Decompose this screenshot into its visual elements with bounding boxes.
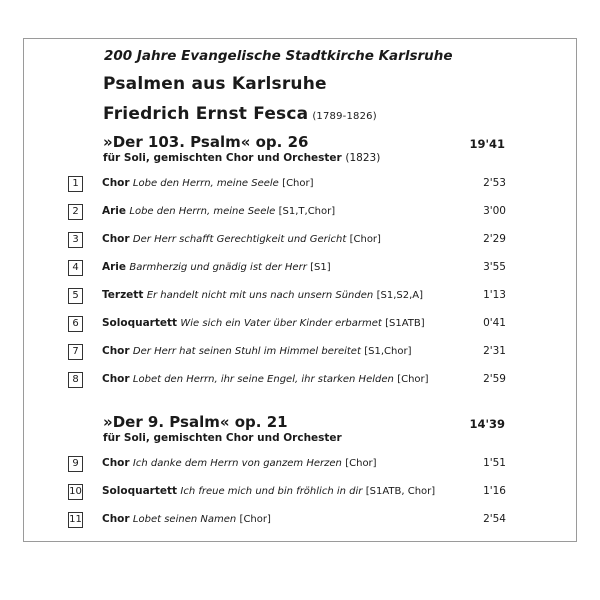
track-row <box>68 372 508 390</box>
track-type: Soloquartett <box>102 485 178 497</box>
track-duration: 3'00 <box>483 205 506 217</box>
track-row <box>68 512 508 530</box>
track-number: 3 <box>68 232 83 248</box>
work-title: »Der 9. Psalm« op. 21 <box>103 413 288 431</box>
track-number: 9 <box>68 456 83 472</box>
track-row <box>68 176 508 194</box>
track-text <box>102 289 423 301</box>
track-incipit: Lobe den Herrn, meine Seele <box>129 206 276 217</box>
track-duration: 1'51 <box>483 457 506 469</box>
album-title: Psalmen aus Karlsruhe <box>103 74 327 94</box>
track-text <box>102 513 271 525</box>
track-text <box>102 345 411 357</box>
work-duration: 14'39 <box>469 417 505 431</box>
track-incipit: Der Herr hat seinen Stuhl im Himmel bereitet <box>132 346 361 357</box>
track-number: 6 <box>68 316 83 332</box>
track-incipit: Lobet seinen Namen <box>132 514 237 525</box>
track-type: Arie <box>102 205 127 217</box>
track-text <box>102 233 381 245</box>
track-row <box>68 484 508 502</box>
track-type: Chor <box>102 457 130 469</box>
track-number: 4 <box>68 260 83 276</box>
track-incipit: Der Herr schafft Gerechtigkeit und Gericht <box>132 234 347 245</box>
track-voices: [S1ATB, Chor] <box>365 486 436 497</box>
track-voices: [S1,Chor] <box>364 346 412 357</box>
track-text <box>102 485 435 497</box>
composer-years: (1789-1826) <box>312 111 377 122</box>
work-subtitle-text: für Soli, gemischten Chor und Orchester <box>103 152 342 164</box>
track-row <box>68 232 508 250</box>
track-voices: [Chor] <box>397 374 429 385</box>
track-text <box>102 177 314 189</box>
anniversary-line: 200 Jahre Evangelische Stadtkirche Karlsruhe <box>104 48 453 64</box>
track-duration: 2'31 <box>483 345 506 357</box>
track-type: Arie <box>102 261 127 273</box>
track-duration: 1'13 <box>483 289 506 301</box>
track-number: 1 <box>68 176 83 192</box>
work-subtitle <box>103 152 380 164</box>
track-type: Soloquartett <box>102 317 178 329</box>
track-type: Chor <box>102 233 130 245</box>
track-type: Terzett <box>102 289 144 301</box>
track-incipit: Er handelt nicht mit uns nach unsern Sünden <box>146 290 374 301</box>
track-row <box>68 316 508 334</box>
track-type: Chor <box>102 177 130 189</box>
track-number: 11 <box>68 512 83 528</box>
track-duration: 2'59 <box>483 373 506 385</box>
track-voices: [S1,S2,A] <box>376 290 423 301</box>
track-voices: [S1,T,Chor] <box>278 206 336 217</box>
track-row <box>68 344 508 362</box>
composer-line <box>103 104 377 124</box>
track-incipit: Lobe den Herrn, meine Seele <box>132 178 279 189</box>
track-voices: [Chor] <box>345 458 377 469</box>
track-row <box>68 288 508 306</box>
track-voices: [Chor] <box>239 514 271 525</box>
track-text <box>102 205 335 217</box>
track-incipit: Barmherzig und gnädig ist der Herr <box>129 262 307 273</box>
track-row <box>68 456 508 474</box>
work-subtitle: für Soli, gemischten Chor und Orchester <box>103 432 342 444</box>
track-voices: [S1] <box>310 262 331 273</box>
track-duration: 1'16 <box>483 485 506 497</box>
track-duration: 2'53 <box>483 177 506 189</box>
track-voices: [Chor] <box>282 178 314 189</box>
track-incipit: Ich freue mich und bin fröhlich in dir <box>180 486 363 497</box>
track-voices: [Chor] <box>349 234 381 245</box>
track-incipit: Ich danke dem Herrn von ganzem Herzen <box>132 458 342 469</box>
work-title: »Der 103. Psalm« op. 26 <box>103 133 309 151</box>
track-duration: 2'29 <box>483 233 506 245</box>
track-number: 8 <box>68 372 83 388</box>
track-text <box>102 261 331 273</box>
track-text <box>102 457 377 469</box>
work-year: (1823) <box>345 152 381 164</box>
track-voices: [S1ATB] <box>385 318 425 329</box>
track-type: Chor <box>102 373 130 385</box>
composer-name: Friedrich Ernst Fesca <box>103 104 309 124</box>
track-number: 10 <box>68 484 83 500</box>
track-row <box>68 260 508 278</box>
track-duration: 2'54 <box>483 513 506 525</box>
track-text <box>102 317 425 329</box>
track-row <box>68 204 508 222</box>
track-type: Chor <box>102 513 130 525</box>
track-incipit: Wie sich ein Vater über Kinder erbarmet <box>180 318 382 329</box>
track-duration: 0'41 <box>483 317 506 329</box>
track-number: 2 <box>68 204 83 220</box>
track-duration: 3'55 <box>483 261 506 273</box>
track-incipit: Lobet den Herrn, ihr seine Engel, ihr starken Helden <box>132 374 394 385</box>
track-text <box>102 373 429 385</box>
work-duration: 19'41 <box>469 137 505 151</box>
track-type: Chor <box>102 345 130 357</box>
track-number: 5 <box>68 288 83 304</box>
track-number: 7 <box>68 344 83 360</box>
